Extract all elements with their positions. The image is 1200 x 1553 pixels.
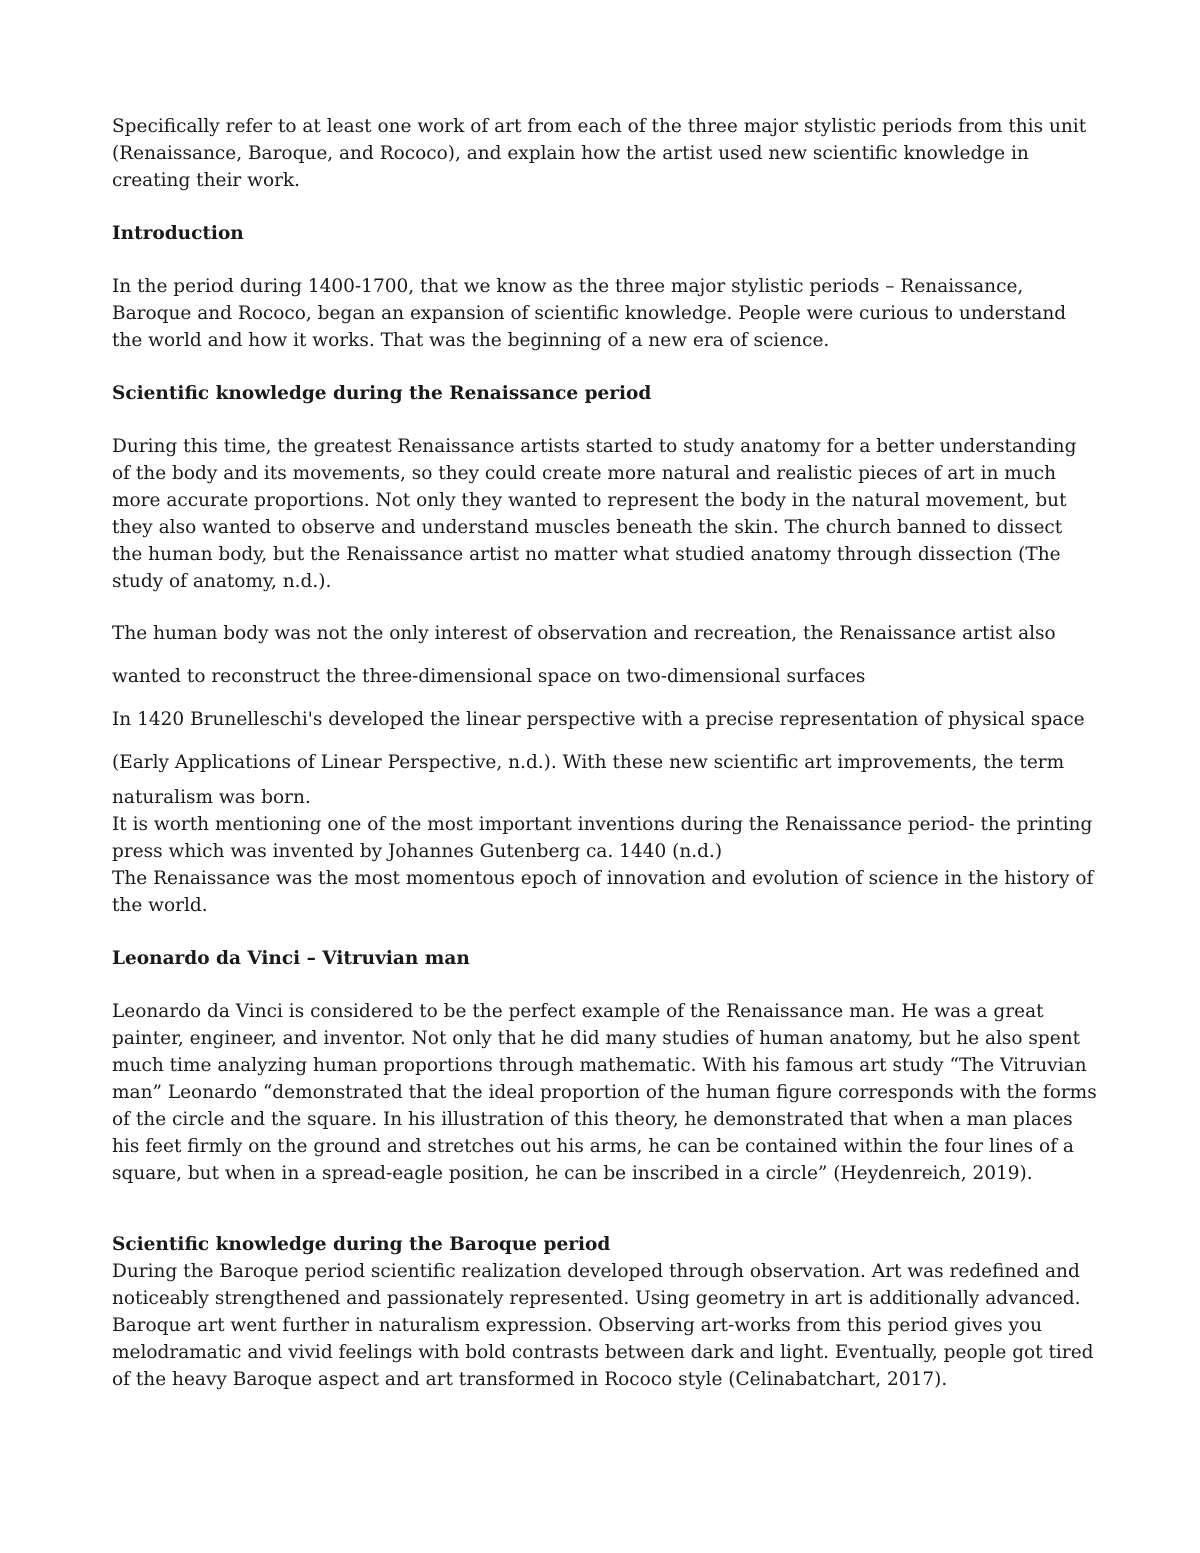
renaissance-line-4: (Early Applications of Linear Perspective, n.d.). With these new scientific art improvements, the term: [112, 752, 1065, 773]
renaissance-line-5: naturalism was born.: [112, 787, 311, 808]
renaissance-paragraph-printing: It is worth mentioning one of the most important inventions during the Renaissance period- the printing press which was invented by Johannes Gutenberg ca. 1440 (n.d.): [112, 814, 1093, 862]
leonardo-heading: Leonardo da Vinci – Vitruvian man: [112, 948, 470, 969]
renaissance-line-3: In 1420 Brunelleschi's developed the linear perspective with a precise representation of physical space: [112, 709, 1085, 730]
introduction-heading: Introduction: [112, 223, 244, 244]
renaissance-heading: Scientific knowledge during the Renaissance period: [112, 383, 652, 404]
baroque-paragraph: During the Baroque period scientific realization developed through observation. Art was redefined and noticeably strengthened and passionately represented. Using geometry in art is additionally advanced. Baroque art went further in naturalism expression. Observing art-works from this period gives you melodramatic and vivid feelings with bold contrasts between dark and light. Eventually, people got tired of the heavy Baroque aspect and art transformed in Rococo style (Celinabatchart, 2017).: [112, 1261, 1094, 1390]
renaissance-paragraph-epoch: The Renaissance was the most momentous epoch of innovation and evolution of science in the history of the world.: [112, 868, 1094, 916]
renaissance-paragraph-anatomy: During this time, the greatest Renaissance artists started to study anatomy for a better understanding of the body and its movements, so they could create more natural and realistic pieces of art in much more accurate proportions. Not only they wanted to represent the body in the natural movement, but they also wanted to observe and understand muscles beneath the skin. The church banned to dissect the human body, but the Renaissance artist no matter what studied anatomy through dissection (The study of anatomy, n.d.).: [112, 436, 1077, 592]
baroque-heading: Scientific knowledge during the Baroque period: [112, 1234, 611, 1255]
leonardo-paragraph: Leonardo da Vinci is considered to be the perfect example of the Renaissance man. He was a great painter, engineer, and inventor. Not only that he did many studies of human anatomy, but he also spent much time analyzing human proportions through mathematic. With his famous art study “The Vitruvian man” Leonardo “demonstrated that the ideal proportion of the human figure corresponds with the forms of the circle and the square. In his illustration of this theory, he demonstrated that when a man places his feet firmly on the ground and stretches out his arms, he can be contained within the four lines of a square, but when in a spread-eagle position, he can be inscribed in a circle” (Heydenreich, 2019).: [112, 1001, 1097, 1184]
introduction-paragraph: In the period during 1400-1700, that we know as the three major stylistic periods – Renaissance, Baroque and Rococo, began an expansion of scientific knowledge. People were curious to understand the world and how it works. That was the beginning of a new era of science.: [112, 276, 1067, 351]
document-page: [112, 113, 1097, 1393]
assignment-prompt: Specifically refer to at least one work of art from each of the three major stylistic periods from this unit (Renaissance, Baroque, and Rococo), and explain how the artist used new scientific knowledge in creating their work.: [112, 116, 1087, 191]
renaissance-line-2: wanted to reconstruct the three-dimensional space on two-dimensional surfaces: [112, 666, 866, 687]
renaissance-line-1: The human body was not the only interest of observation and recreation, the Renaissance artist also: [112, 623, 1056, 644]
